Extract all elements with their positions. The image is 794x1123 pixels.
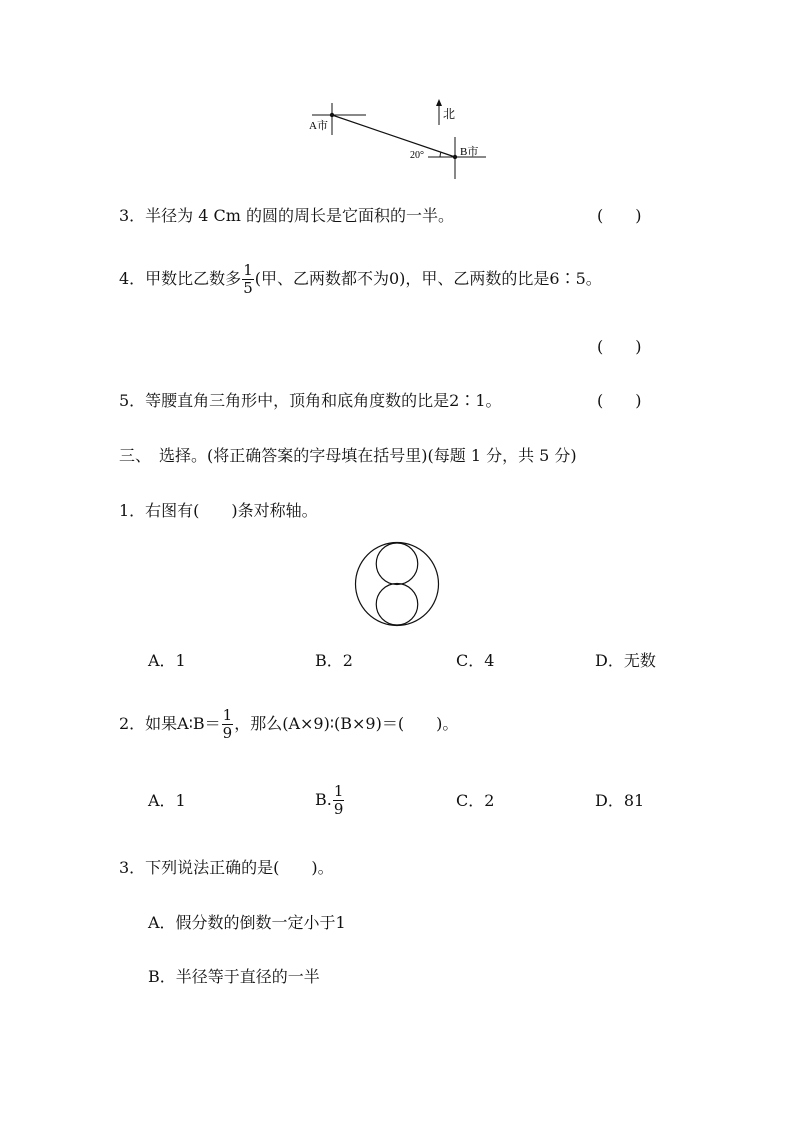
choice-q2-option-c[interactable]: C．2 — [456, 791, 495, 810]
judge-q4-frac-num: 1 — [243, 261, 253, 279]
judge-q4-frac-den: 5 — [243, 279, 253, 297]
label-north: 北 — [443, 107, 456, 121]
choice-q2-option-d[interactable]: D．81 — [595, 791, 645, 810]
choice-q2-option-b-num: 1 — [333, 782, 344, 800]
judge-q5: 5．等腰直角三角形中，顶角和底角度数的比是2∶1。 — [119, 391, 502, 410]
lower-inner-circle — [376, 584, 418, 626]
north-arrow-head — [436, 99, 442, 106]
label-b-city: B市 — [460, 146, 479, 158]
choice-q3-option-a[interactable]: A．假分数的倒数一定小于1 — [148, 913, 346, 932]
choice-q2 — [119, 707, 458, 747]
choice-q2-option-b-den: 9 — [333, 800, 344, 818]
choice-q3-option-b[interactable]: B．半径等于直径的一半 — [148, 967, 320, 986]
choice-q3: 3．下列说法正确的是( )。 — [119, 858, 334, 877]
choice-q1: 1．右图有( )条对称轴。 — [119, 501, 318, 520]
label-angle: 20° — [410, 150, 424, 161]
choice-q2-fraction — [222, 707, 234, 742]
judge-q4 — [119, 262, 602, 302]
judge-q5-answer-paren[interactable]: ( ) — [597, 391, 642, 410]
choice-q1-option-d[interactable]: D．无数 — [595, 651, 656, 670]
choice-q2-frac-den: 9 — [222, 724, 233, 742]
choice-q2-frac-num: 1 — [222, 706, 233, 724]
label-a-city: A市 — [309, 120, 328, 132]
judge-q4-answer-paren[interactable]: ( ) — [597, 337, 642, 356]
choice-q1-option-a[interactable]: A．1 — [148, 651, 186, 670]
map-figure — [300, 95, 500, 185]
judge-q4-fraction — [242, 262, 254, 297]
choice-q2-option-b-letter: B. — [315, 790, 332, 809]
section-title-choice: 三、 选择。(将正确答案的字母填在括号里)(每题 1 分，共 5 分) — [119, 446, 577, 465]
choice-q2-post: ，那么(A×9)∶(B×9)＝( )。 — [234, 714, 459, 733]
angle-arc — [440, 152, 441, 157]
choice-q2-pre: 2．如果A∶B＝ — [119, 714, 221, 733]
choice-q2-option-b[interactable] — [315, 783, 345, 823]
judge-q4-post: (甲、乙两数都不为0)，甲、乙两数的比是6∶5。 — [254, 269, 602, 288]
ab-line — [332, 115, 455, 157]
symmetry-circles-figure — [354, 541, 440, 627]
b-point — [453, 155, 457, 159]
judge-q3: 3．半径为 4 Cm 的圆的周长是它面积的一半。 — [119, 206, 455, 225]
choice-q2-option-a[interactable]: A．1 — [148, 791, 186, 810]
choice-q2-option-b-fraction — [333, 783, 345, 818]
upper-inner-circle — [376, 543, 418, 585]
judge-q3-answer-paren[interactable]: ( ) — [597, 206, 642, 225]
choice-q1-option-b[interactable]: B．2 — [315, 651, 353, 670]
choice-q1-option-c[interactable]: C．4 — [456, 651, 495, 670]
judge-q4-pre: 4．甲数比乙数多 — [119, 269, 242, 288]
